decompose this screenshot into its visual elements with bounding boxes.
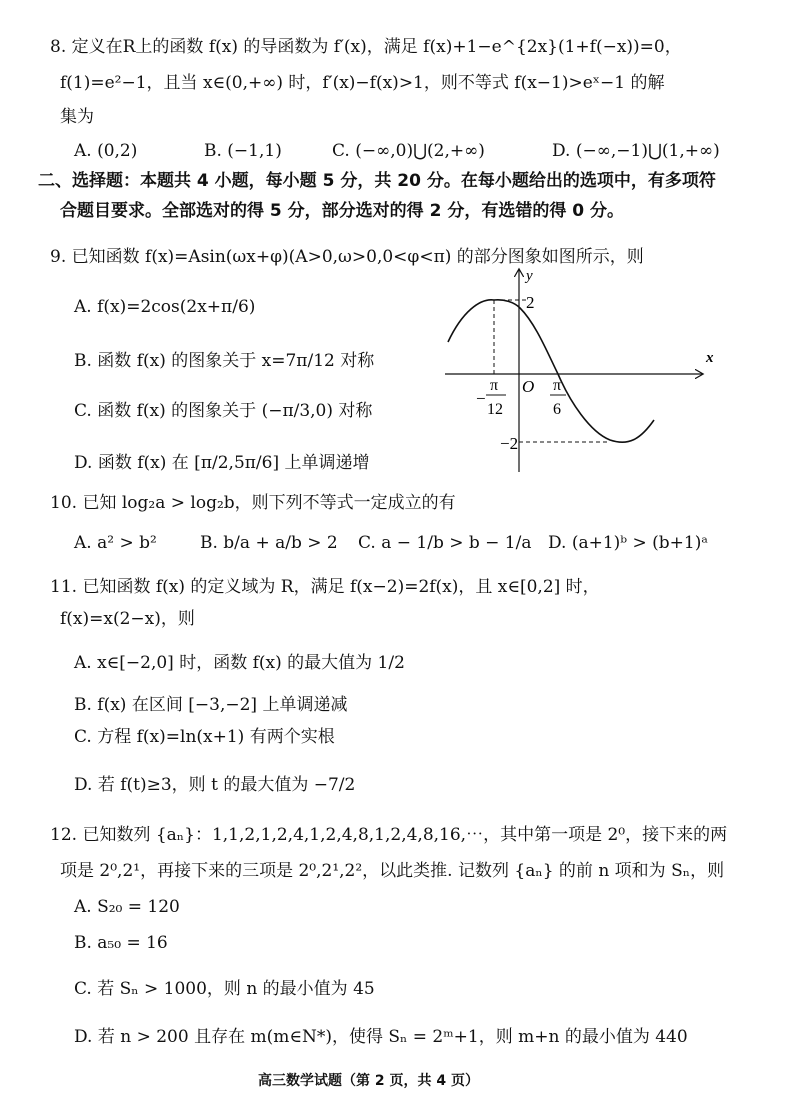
q11-line1: 11. 已知函数 f(x) 的定义域为 R，满足 f(x−2)=2f(x)，且 x∈[0,2] 时， [50,577,600,597]
x-left-num: π [490,377,499,394]
q10-option-d: D. (a+1)ᵇ > (b+1)ᵃ [548,533,708,553]
q9-option-d: D. 函数 f(x) 在 [π/2,5π/6] 上单调递增 [74,453,370,473]
section2-line1: 二、选择题：本题共 4 小题，每小题 5 分，共 20 分。在每小题给出的选项中，有多项符 [38,171,716,191]
q11-option-c: C. 方程 f(x)=ln(x+1) 有两个实根 [74,727,335,747]
q12-option-c: C. 若 Sₙ > 1000，则 n 的最小值为 45 [74,979,375,999]
q10-option-c: C. a − 1/b > b − 1/a [358,533,532,553]
q9-option-a: A. f(x)=2cos(2x+π/6) [74,297,256,317]
q12-line2: 项是 2⁰,2¹，再接下来的三项是 2⁰,2¹,2²，以此类推. 记数列 {aₙ} 的前 n 项和为 Sₙ，则 [60,861,725,881]
q11-option-d: D. 若 f(t)≥3，则 t 的最大值为 −7/2 [74,775,356,795]
q9-stem: 9. 已知函数 f(x)=Asin(ωx+φ)(A>0,ω>0,0<φ<π) 的部分图象如图所示，则 [50,247,644,267]
q10-stem: 10. 已知 log₂a > log₂b，则下列不等式一定成立的有 [50,493,456,513]
origin-label: O [522,377,535,396]
q12-option-b: B. a₅₀ = 16 [74,933,168,953]
q11-option-a: A. x∈[−2,0] 时，函数 f(x) 的最大值为 1/2 [74,653,405,673]
x-left-sign: − [476,389,486,408]
q9-option-b: B. 函数 f(x) 的图象关于 x=7π/12 对称 [74,351,375,371]
q8-line2: f(1)=e²−1，且当 x∈(0,+∞) 时，f′(x)−f(x)>1，则不等式 f(x−1)>eˣ−1 的解 [60,73,665,93]
q9-sine-graph [440,262,730,477]
q8-option-c: C. (−∞,0)⋃(2,+∞) [332,141,485,161]
q12-option-a: A. S₂₀ = 120 [74,897,180,917]
q11-line2: f(x)=x(2−x)，则 [60,609,195,629]
section2-line2: 合题目要求。全部选对的得 5 分，部分选对的得 2 分，有选错的得 0 分。 [60,201,624,221]
x-right-num: π [553,377,562,394]
y-min-label: −2 [500,434,519,453]
q9-option-c: C. 函数 f(x) 的图象关于 (−π/3,0) 对称 [74,401,373,421]
q12-option-d: D. 若 n > 200 且存在 m(m∈N*)，使得 Sₙ = 2ᵐ+1，则 m+n 的最小值为 440 [74,1027,688,1047]
q8-line1: 8. 定义在R上的函数 f(x) 的导函数为 f′(x)，满足 f(x)+1−e^{2x}(1+f(−x))=0， [50,37,682,57]
x-left-den: 12 [487,401,503,418]
q8-option-b: B. (−1,1) [204,141,282,161]
q8-line3: 集为 [60,107,94,127]
q10-option-a: A. a² > b² [74,533,157,553]
q8-option-d: D. (−∞,−1)⋃(1,+∞) [552,141,720,161]
page-footer: 高三数学试题（第 2 页，共 4 页） [258,1073,479,1089]
x-axis-label: x [706,350,714,366]
y-axis-label: y [526,268,533,284]
sine-curve [448,300,654,442]
q10-option-b: B. b/a + a/b > 2 [200,533,338,553]
q11-option-b: B. f(x) 在区间 [−3,−2] 上单调递减 [74,695,348,715]
q8-option-a: A. (0,2) [74,141,138,161]
q12-line1: 12. 已知数列 {aₙ}：1,1,2,1,2,4,1,2,4,8,1,2,4,8,16,⋯，其中第一项是 2⁰，接下来的两 [50,825,728,845]
x-right-den: 6 [553,401,561,418]
y-max-label: 2 [526,293,535,312]
